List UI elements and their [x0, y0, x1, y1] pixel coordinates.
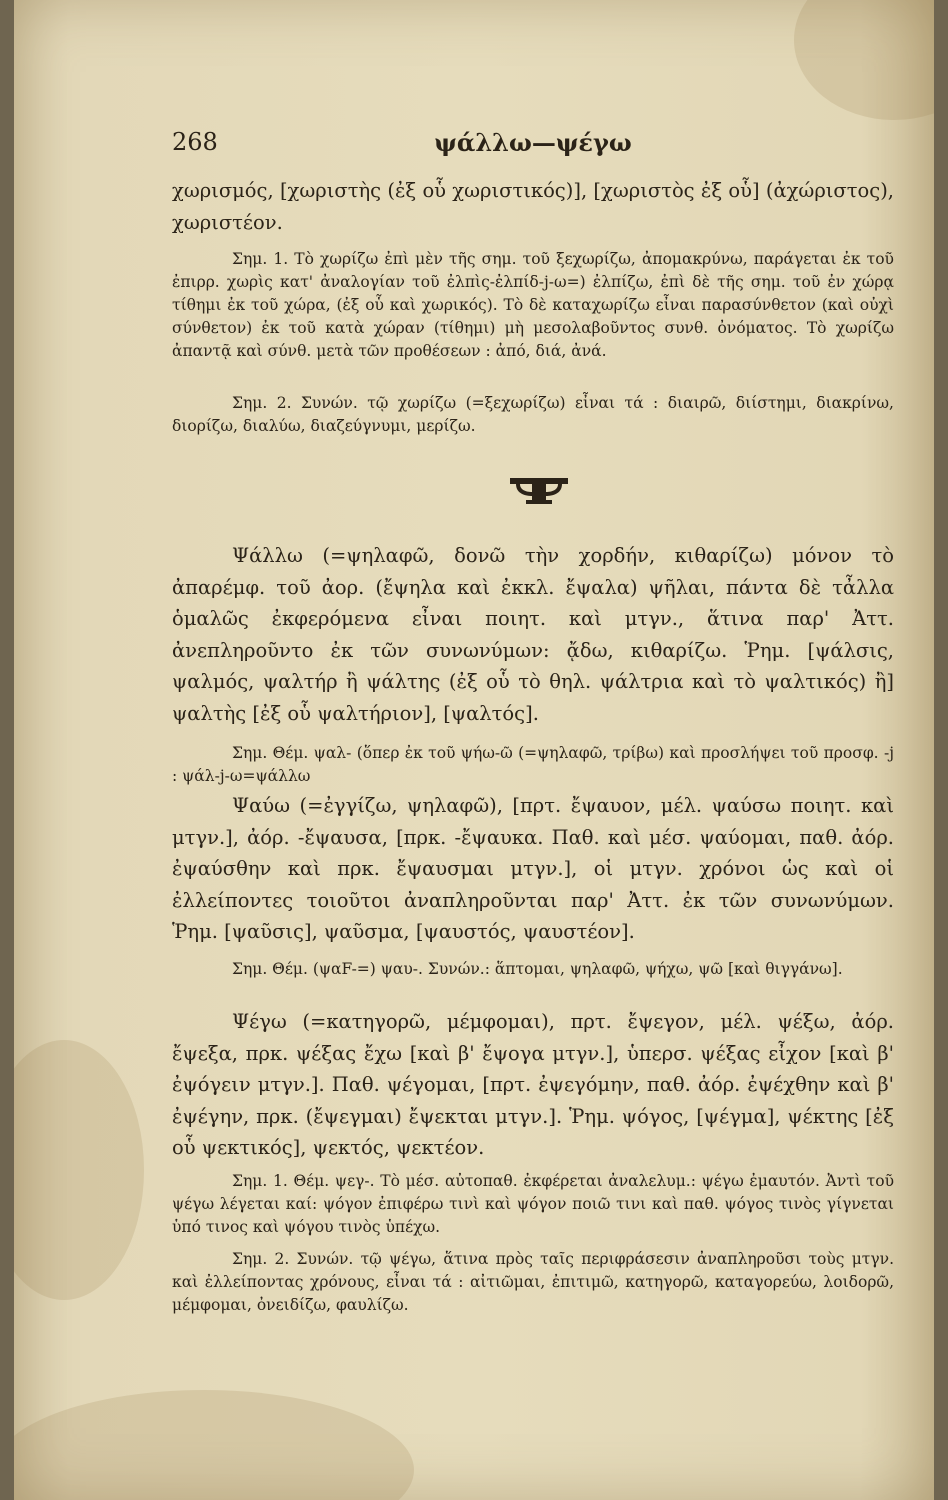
text-block: [172, 790, 894, 948]
text-block: [172, 742, 894, 788]
text-block: [172, 540, 894, 729]
entry-continuation: χωρισμός, [χωριστὴς (ἐξ οὗ χωριστικός)], [χωριστὸς ἐξ οὗ] (ἀχώριστος), χωριστέον.: [172, 179, 894, 234]
text-block: [172, 1170, 894, 1239]
note-paragraph: Σημ. 1. Τὸ χωρίζω ἐπὶ μὲν τῆς σημ. τοῦ ξεχωρίζω, ἀπομακρύνω, παράγεται ἐκ τοῦ ἐπιρρ. χωρὶς κατ' ἀναλογίαν τοῦ ἐλπὶς-ἐλπίδ-j-ω=) ἐλπίζω, ἐπὶ δὲ τῆς σημ. τοῦ ἐν χώρᾳ τίθημι ἐκ τοῦ χώρα, (ἐξ οὗ καὶ χωρικός). Τὸ δὲ καταχωρίζω εἶναι παρασύνθετον (καὶ οὐχὶ σύνθετον) ἐκ τοῦ κατὰ χώραν (τίθημι) μὴ μεσολαβοῦντος συνθ. ὀνόματος. Τὸ χωρίζω ἀπαντᾷ καὶ σύνθ. μετὰ τῶν προθέσεων : ἀπό, διά, ἀνά.: [172, 250, 894, 360]
page-number: 268: [172, 128, 218, 156]
paper-stain: [794, 0, 934, 120]
entry-psallo: Ψάλλω (=ψηλαφῶ, δονῶ τὴν χορδήν, κιθαρίζω) μόνον τὸ ἀπαρέμφ. τοῦ ἀορ. (ἔψηλα καὶ ἐκκλ. ἔψαλα) ψῆλαι, πάντα δὲ τἆλλα ὁμαλῶς ἐκφερόμενα εἶναι ποιητ. καὶ μτγν., ἅτινα παρ' Ἀττ. ἀνεπληροῦντο ἐκ τῶν συνωνύμων: ᾄδω, κιθαρίζω. Ῥημ. [ψάλσις, ψαλμός, ψαλτήρ ἢ ψάλτης (ἐξ οὗ τὸ θηλ. ψάλτρια καὶ τὸ ψαλτικός) ἢ] ψαλτὴς [ἐξ οὗ ψαλτήριον], [ψαλτός].: [172, 544, 894, 725]
text-block: [172, 248, 894, 363]
page-header: [172, 128, 894, 162]
text-block: [172, 1248, 894, 1317]
text-block: [172, 958, 894, 981]
note-paragraph: Σημ. 2. Συνών. τῷ ψέγω, ἅτινα πρὸς ταῖς περιφράσεσιν ἀναπληροῦσι τοὺς μτγν. καὶ ἐλλείποντας χρόνους, εἶναι τά : αἰτιῶμαι, ἐπιτιμῶ, κατηγορῶ, καταγορεύω, λοιδορῶ, μέμφομαι, ὀνειδίζω, φαυλίζω.: [172, 1250, 894, 1314]
note-paragraph: Σημ. Θέμ. (ψαF-=) ψαυ-. Συνών.: ἅπτομαι, ψηλαφῶ, ψήχω, ψῶ [καὶ θιγγάνω].: [232, 960, 843, 978]
note-paragraph: Σημ. 1. Θέμ. ψεγ-. Τὸ μέσ. αὐτοπαθ. ἐκφέρεται ἀναλελυμ.: ψέγω ἐμαυτόν. Ἀντὶ τοῦ ψέγω λέγεται καί: ψόγον ἐπιφέρω τινὶ καὶ ψόγον ποιῶ τινι καὶ παθ. ψόγος τινὸς γίγνεται ὑπό τινος καὶ ψόγου τινὸς ὑπέχω.: [172, 1172, 894, 1236]
running-title: ψάλλω—ψέγω: [434, 128, 632, 157]
text-block: [172, 1006, 894, 1164]
note-paragraph: Σημ. Θέμ. ψαλ- (ὅπερ ἐκ τοῦ ψήω-ῶ (=ψηλαφῶ, τρίβω) καὶ προσλήψει τοῦ προσφ. -j : ψάλ-j-ω=ψάλλω: [172, 744, 894, 785]
text-block: [172, 392, 894, 438]
entry-psauo: Ψαύω (=ἐγγίζω, ψηλαφῶ), [πρτ. ἔψαυον, μέλ. ψαύσω ποιητ. καὶ μτγν.], ἀόρ. -ἔψαυσα, [πρκ. -ἔψαυκα. Παθ. καὶ μέσ. ψαύομαι, παθ. ἀόρ. ἐψαύσθην καὶ πρκ. ἔψαυσμαι μτγν.], οἱ μτγν. χρόνοι ὡς καὶ οἱ ἐλλείποντες τοιοῦτοι ἀναπληροῦνται παρ' Ἀττ. ἐκ τῶν συνωνύμων. Ῥημ. [ψαῦσις], ψαῦσμα, [ψαυστός, ψαυστέον].: [172, 794, 894, 943]
paper-stain: [14, 1040, 144, 1300]
note-paragraph: Σημ. 2. Συνών. τῷ χωρίζω (=ξεχωρίζω) εἶναι τά : διαιρῶ, διίστημι, διακρίνω, διορίζω, διαλύω, διαζεύγνυμι, μερίζω.: [172, 394, 894, 435]
entry-psego: Ψέγω (=κατηγορῶ, μέμφομαι), πρτ. ἔψεγον, μέλ. ψέξω, ἀόρ. ἔψεξα, πρκ. ψέξας ἔχω [καὶ β' ἔψογα μτγν.], ὑπερσ. ψέξας εἶχον [καὶ β' ἐψόγειν μτγν.]. Παθ. ψέγομαι, [πρτ. ἐψεγόμην, παθ. ἀόρ. ἐψέχθην καὶ β' ἐψέγην, πρκ. (ἔψεγμαι) ἔψεκται μτγν.]. Ῥημ. ψόγος, [ψέγμα], ψέκτης [ἐξ οὗ ψεκτικός], ψεκτός, ψεκτέον.: [172, 1010, 894, 1159]
paper-stain: [14, 1390, 414, 1500]
book-page: [14, 0, 934, 1500]
text-block: [172, 175, 894, 238]
psi-section-ornament: [504, 472, 574, 506]
